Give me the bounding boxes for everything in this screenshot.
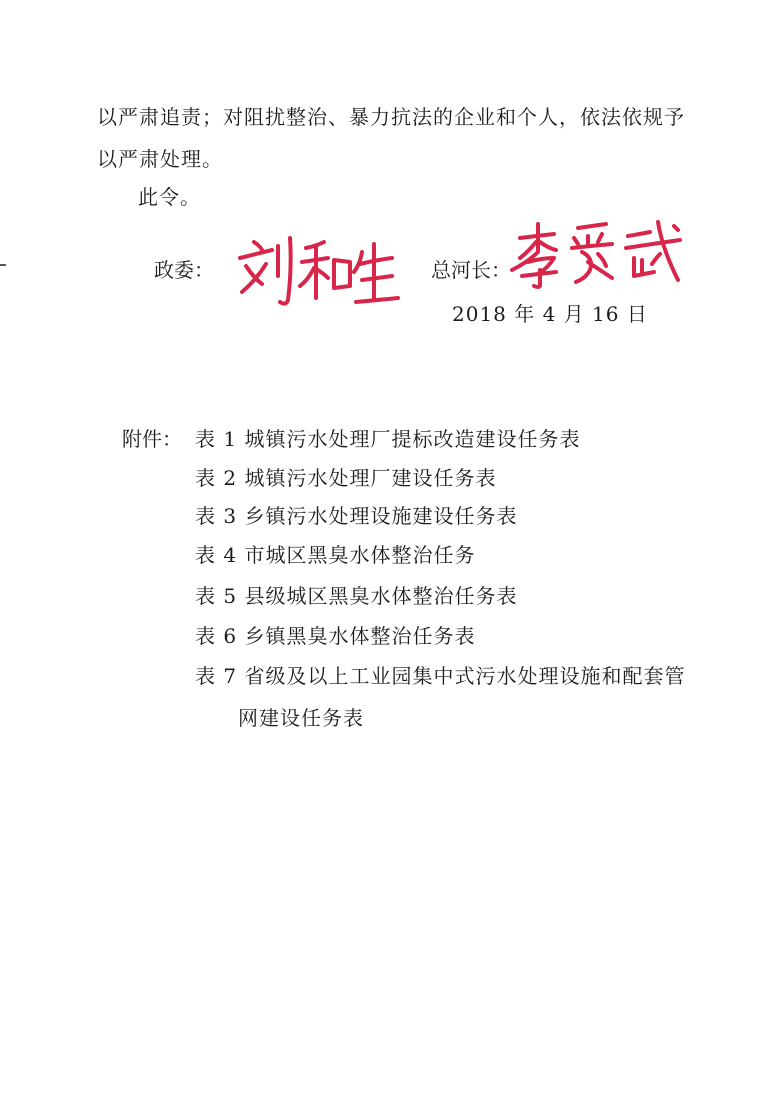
body-text-line-2: 以严肃处理。 [97, 147, 223, 171]
attachment-item: 表 2 城镇污水处理厂建设任务表 [195, 466, 497, 490]
political-commissar-label: 政委： [154, 258, 214, 282]
attachments-label: 附件： [122, 427, 182, 451]
scan-speck [0, 262, 8, 268]
body-text-closing: 此令。 [138, 185, 201, 209]
body-text-line-1: 以严肃追责；对阻扰整治、暴力抗法的企业和个人，依法依规予 [97, 105, 685, 129]
attachment-item: 表 6 乡镇黑臭水体整治任务表 [195, 624, 476, 648]
attachment-item: 表 3 乡镇污水处理设施建设任务表 [195, 504, 518, 528]
attachment-item: 表 5 县级城区黑臭水体整治任务表 [195, 584, 518, 608]
political-commissar-signature [232, 228, 402, 314]
chief-river-chief-label: 总河长： [431, 258, 511, 282]
issue-date: 2018 年 4 月 16 日 [452, 302, 648, 326]
attachment-item-continuation: 网建设任务表 [238, 706, 364, 730]
chief-river-chief-signature [508, 218, 688, 290]
attachment-item: 表 7 省级及以上工业园集中式污水处理设施和配套管 [195, 664, 686, 688]
attachment-item: 表 1 城镇污水处理厂提标改造建设任务表 [195, 427, 581, 451]
attachment-item: 表 4 市城区黑臭水体整治任务 [195, 543, 476, 567]
